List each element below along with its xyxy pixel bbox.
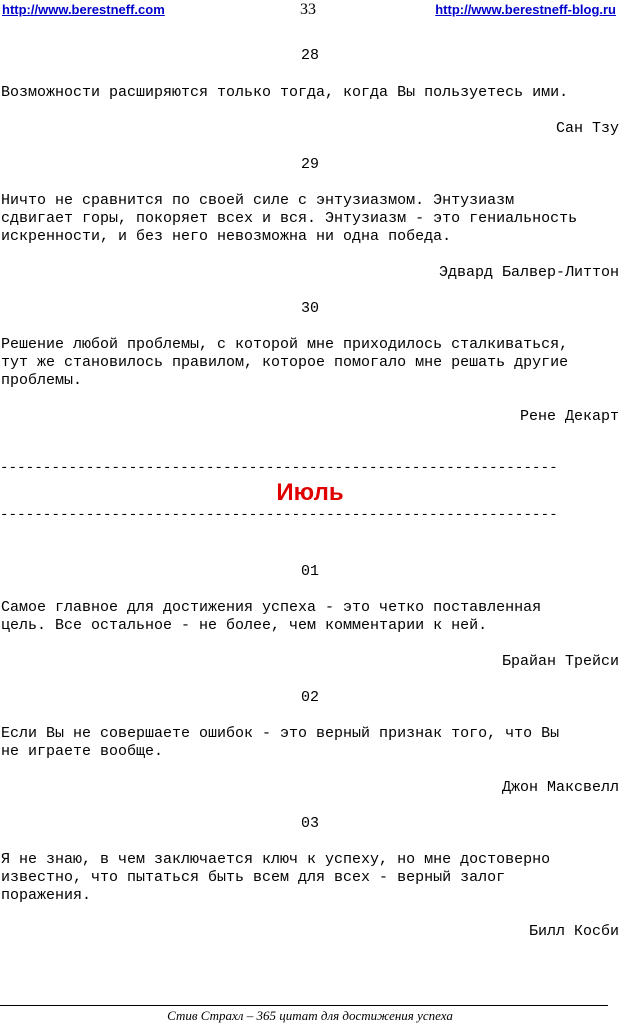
footer-text: Стив Страхл – 365 цитат для достижения успеха [167,1008,453,1023]
quote-number: 29 [300,156,319,173]
divider-line: ----------------------------------------------------------------- [0,507,558,523]
divider-line: ----------------------------------------------------------------- [0,460,558,476]
quote-text: сдвигает горы, покоряет всех и вся. Энтузиазм - это гениальность [1,210,578,227]
quote-text: Решение любой проблемы, с которой мне приходилось сталкиваться, [1,336,569,353]
page-number: 33 [300,1,316,18]
quote-number: 03 [300,815,319,832]
quote-text: тут же становилось правилом, которое помогало мне решать другие [1,354,569,371]
header-link-right[interactable]: http://www.berestneff-blog.ru [435,2,616,17]
quote-number: 02 [300,689,319,706]
quote-text: известно, что пытаться быть всем для всех - верный залог [1,869,506,886]
quote-author: Брайан Трейси [501,653,619,670]
quote-text: Самое главное для достижения успеха - это четко поставленная [1,599,542,616]
quote-text: цель. Все остальное - не более, чем комментарии к ней. [1,617,488,634]
footer-rule [0,1005,608,1006]
quote-author: Эдвард Балвер-Литтон [438,264,619,281]
month-title: Июль [276,479,344,506]
quote-author: Рене Декарт [519,408,619,425]
quote-number: 28 [300,47,319,64]
quote-text: искренности, и без него невозможна ни одна победа. [1,228,452,245]
quote-author: Билл Косби [528,923,619,940]
quote-text: не играете вообще. [1,743,164,760]
quote-author: Джон Максвелл [501,779,619,796]
quote-text: Если Вы не совершаете ошибок - это верный признак того, что Вы [1,725,560,742]
quote-text: проблемы. [1,372,83,389]
quote-number: 01 [300,563,319,580]
quote-text: Я не знаю, в чем заключается ключ к успеху, но мне достоверно [1,851,551,868]
quote-author: Сан Тзу [555,120,619,137]
quote-number: 30 [300,300,319,317]
quote-text: Возможности расширяются только тогда, когда Вы пользуетесь ими. [1,84,569,101]
header-link-left[interactable]: http://www.berestneff.com [2,2,165,17]
quote-text: Ничто не сравнится по своей силе с энтузиазмом. Энтузиазм [1,192,515,209]
quote-text: поражения. [1,887,92,904]
